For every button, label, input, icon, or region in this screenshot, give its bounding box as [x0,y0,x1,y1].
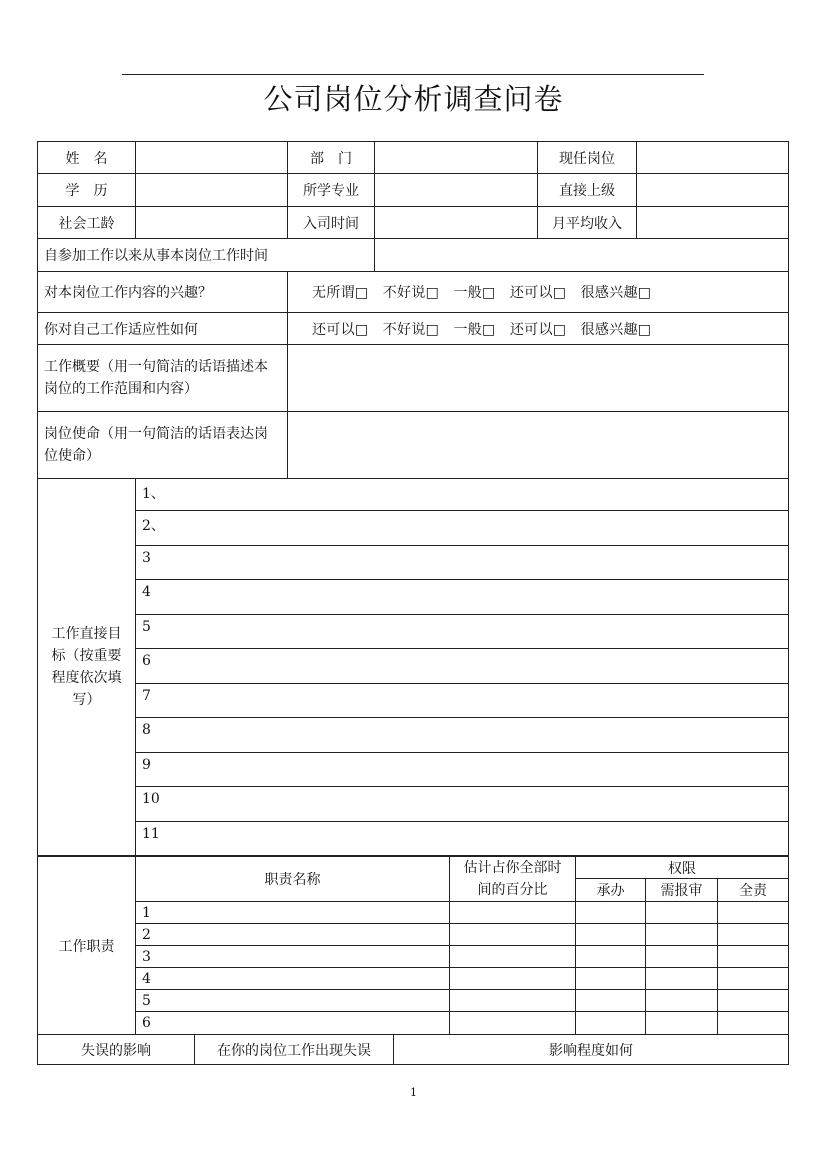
handle-cell[interactable] [576,902,646,924]
current-position-field[interactable] [637,142,789,174]
education-label: 学 历 [38,174,136,207]
major-label: 所学专业 [288,174,375,207]
department-field[interactable] [375,142,538,174]
duty-percent-cell[interactable] [450,1012,576,1035]
goal-item[interactable]: 4 [136,580,789,615]
duty-row [38,902,789,924]
mission-question: 岗位使命（用一句简洁的话语表达岗位使命） [38,412,288,479]
full-cell[interactable] [718,902,789,924]
work-years-field[interactable] [136,207,288,239]
goal-item[interactable]: 7 [136,684,789,718]
mistakes-table [37,1034,789,1065]
department-label: 部 门 [288,142,375,174]
full-header: 全责 [718,879,789,902]
join-date-field[interactable] [375,207,538,239]
duty-percent-cell[interactable] [450,924,576,946]
duty-name-cell[interactable]: 3 [136,946,450,968]
major-field[interactable] [375,174,538,207]
duty-name-cell[interactable]: 1 [136,902,450,924]
position-time-field[interactable] [375,239,789,272]
full-cell[interactable] [718,924,789,946]
header-rule [122,74,704,75]
duty-row [38,990,789,1012]
duty-name-header: 职责名称 [136,857,450,902]
duty-name-cell[interactable]: 2 [136,924,450,946]
duties-label: 工作职责 [38,857,136,1035]
interest-options[interactable]: 无所谓□ 不好说□ 一般□ 还可以□ 很感兴趣□ [288,272,789,313]
summary-question: 工作概要（用一句简洁的话语描述本岗位的工作范围和内容） [38,345,288,412]
work-years-label: 社会工龄 [38,207,136,239]
mission-field[interactable] [288,412,789,479]
mistake-impact-label: 失误的影响 [38,1035,195,1065]
report-cell[interactable] [646,968,718,990]
duty-row [38,1012,789,1035]
position-time-label: 自参加工作以来从事本岗位工作时间 [38,239,375,272]
join-date-label: 入司时间 [288,207,375,239]
goal-item[interactable]: 5 [136,615,789,649]
handle-cell[interactable] [576,946,646,968]
full-cell[interactable] [718,990,789,1012]
impact-degree-label: 影响程度如何 [394,1035,789,1065]
duty-percent-header: 估计占你全部时间的百分比 [450,857,576,902]
authority-header: 权限 [576,857,789,879]
duty-row [38,968,789,990]
handle-cell[interactable] [576,990,646,1012]
report-header: 需报审 [646,879,718,902]
duty-name-cell[interactable]: 4 [136,968,450,990]
goals-table [37,478,789,856]
report-cell[interactable] [646,1012,718,1035]
goal-item[interactable]: 3 [136,546,789,580]
basic-info-table [37,141,789,479]
education-field[interactable] [136,174,288,207]
goal-item[interactable]: 10 [136,787,789,822]
goal-item[interactable]: 6 [136,649,789,684]
adapt-question: 你对自己工作适应性如何 [38,313,288,345]
interest-question: 对本岗位工作内容的兴趣？ [38,272,288,313]
mistake-occurrence-label: 在你的岗位工作出现失误 [195,1035,394,1065]
name-field[interactable] [136,142,288,174]
duty-row [38,946,789,968]
monthly-income-label: 月平均收入 [538,207,637,239]
duty-name-cell[interactable]: 5 [136,990,450,1012]
handle-cell[interactable] [576,1012,646,1035]
goals-label: 工作直接目标（按重要程度依次填写） [38,479,136,856]
goal-item[interactable]: 2、 [136,511,789,546]
goal-item[interactable]: 11 [136,822,789,856]
duty-percent-cell[interactable] [450,946,576,968]
monthly-income-field[interactable] [637,207,789,239]
goal-item[interactable]: 1、 [136,479,789,511]
handle-cell[interactable] [576,924,646,946]
goal-item[interactable]: 9 [136,753,789,787]
full-cell[interactable] [718,968,789,990]
full-cell[interactable] [718,1012,789,1035]
report-cell[interactable] [646,946,718,968]
duty-percent-cell[interactable] [450,902,576,924]
summary-field[interactable] [288,345,789,412]
report-cell[interactable] [646,924,718,946]
adapt-options[interactable]: 还可以□ 不好说□ 一般□ 还可以□ 很感兴趣□ [288,313,789,345]
name-label: 姓 名 [38,142,136,174]
direct-superior-label: 直接上级 [538,174,637,207]
duty-percent-cell[interactable] [450,968,576,990]
direct-superior-field[interactable] [637,174,789,207]
duty-name-cell[interactable]: 6 [136,1012,450,1035]
page-title: 公司岗位分析调查问卷 [263,82,564,116]
full-cell[interactable] [718,946,789,968]
handle-cell[interactable] [576,968,646,990]
duties-table [37,856,789,1035]
page-number: 1 [410,1086,417,1099]
handle-header: 承办 [576,879,646,902]
report-cell[interactable] [646,902,718,924]
duty-percent-cell[interactable] [450,990,576,1012]
goal-item[interactable]: 8 [136,718,789,753]
report-cell[interactable] [646,990,718,1012]
current-position-label: 现任岗位 [538,142,637,174]
duty-row [38,924,789,946]
